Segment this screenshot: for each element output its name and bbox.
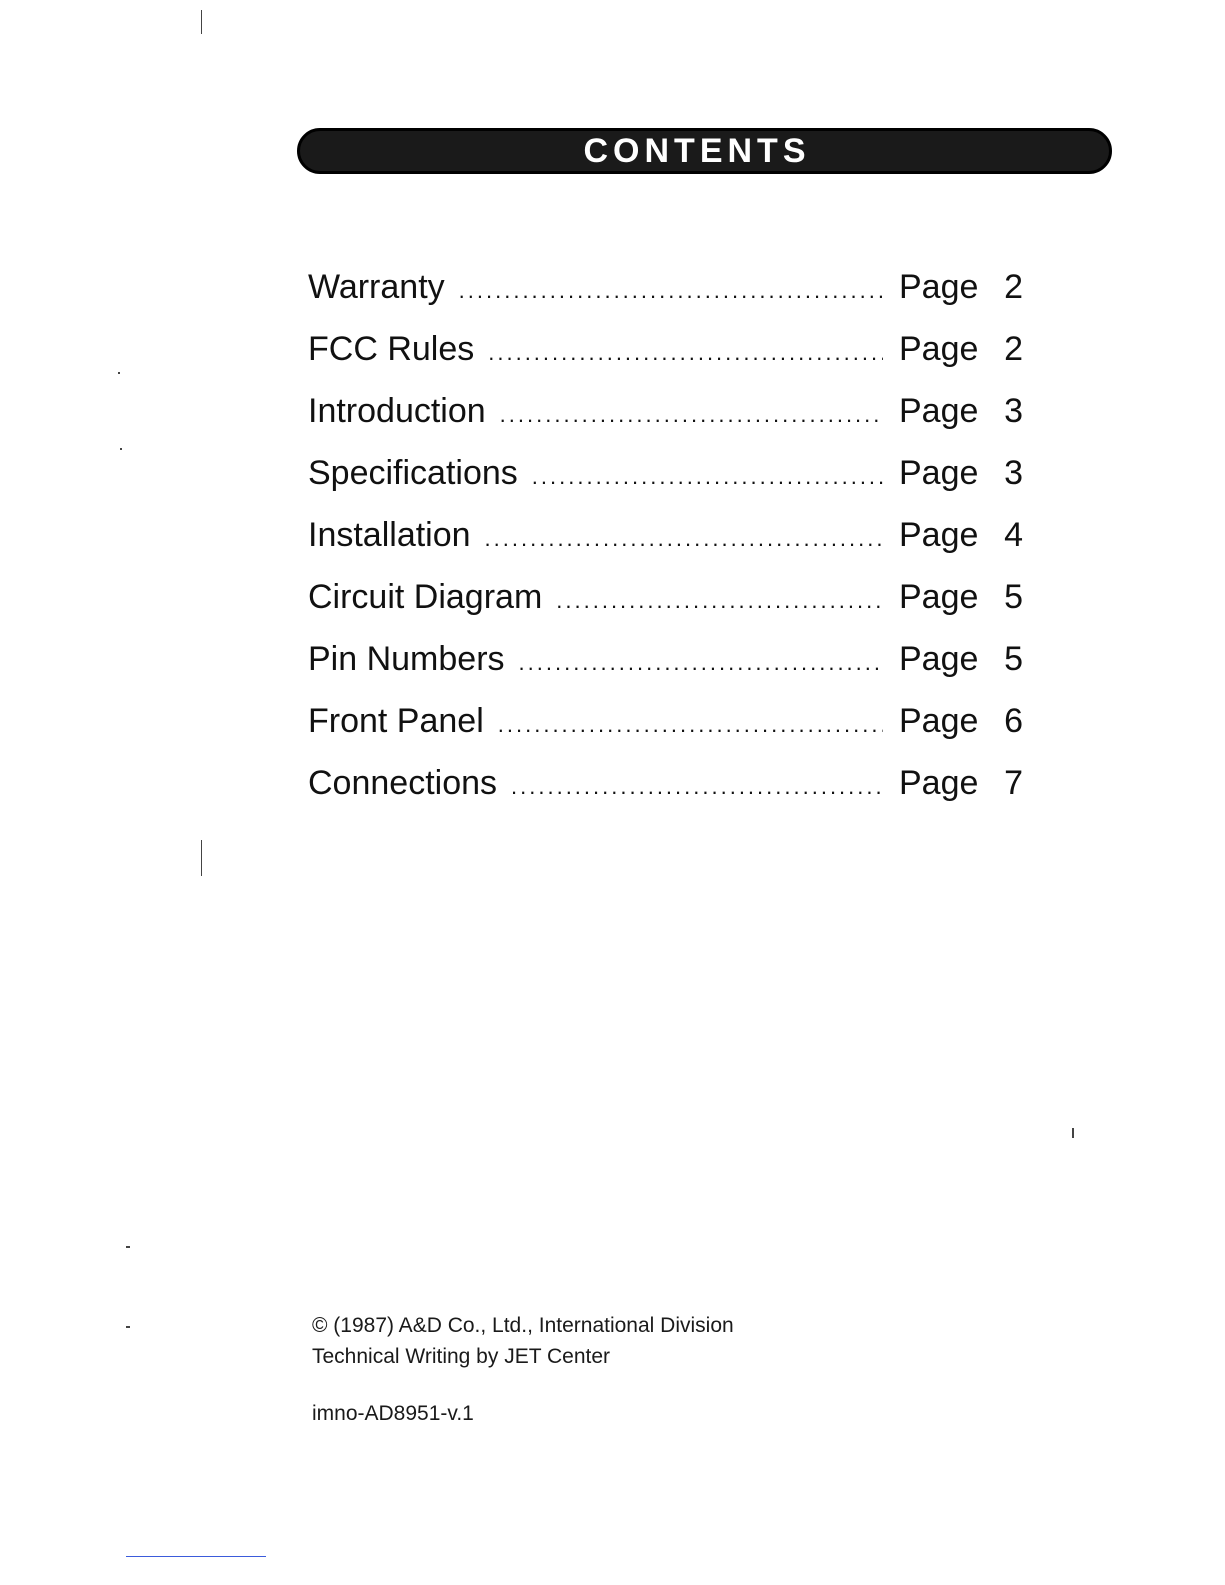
toc-page-word: Page: [899, 764, 979, 802]
toc-entry: [308, 256, 1023, 318]
toc-leader-dots: [532, 446, 883, 508]
scan-speck: [118, 372, 120, 374]
toc-page-number: 6: [1004, 702, 1023, 740]
toc-page-number: 2: [1004, 330, 1023, 368]
toc-entry-label: Pin Numbers: [308, 640, 505, 678]
toc-entry: [308, 504, 1023, 566]
toc-entry: [308, 442, 1023, 504]
contents-header-bar: [297, 128, 1112, 174]
toc-leader-dots: [488, 322, 883, 384]
toc-leader-dots: [519, 632, 883, 694]
footer: [312, 1310, 734, 1372]
scan-speck: [1072, 1128, 1074, 1138]
toc-entry: [308, 628, 1023, 690]
toc-page-word: Page: [899, 516, 979, 554]
toc-leader-dots: [556, 570, 883, 632]
toc-leader-dots: [459, 260, 883, 322]
toc-page-number: 3: [1004, 392, 1023, 430]
toc-entry-label: Front Panel: [308, 702, 484, 740]
toc-page-number: 7: [1004, 764, 1023, 802]
toc-entry-label: Introduction: [308, 392, 486, 430]
toc-entry: [308, 566, 1023, 628]
scan-speck: [201, 10, 202, 34]
toc-page-number: 4: [1004, 516, 1023, 554]
toc-entry: [308, 752, 1023, 814]
toc-entry-label: Circuit Diagram: [308, 578, 543, 616]
toc-entry-label: Connections: [308, 764, 498, 802]
toc-entry-label: Warranty: [308, 268, 445, 306]
bottom-rule: [126, 1556, 266, 1557]
toc-page-number: 3: [1004, 454, 1023, 492]
toc-entry-label: Installation: [308, 516, 471, 554]
toc-page-number: 5: [1004, 640, 1023, 678]
credit-line: Technical Writing by JET Center: [312, 1345, 611, 1368]
scan-speck: [201, 840, 202, 876]
toc-page-word: Page: [899, 268, 979, 306]
toc-page-word: Page: [899, 702, 979, 740]
toc-page-word: Page: [899, 578, 979, 616]
copyright-line: © (1987) A&D Co., Ltd., International Division: [312, 1314, 734, 1337]
scan-speck: [126, 1246, 130, 1248]
toc-page-number: 5: [1004, 578, 1023, 616]
toc-page-number: 2: [1004, 268, 1023, 306]
toc-leader-dots: [498, 694, 883, 756]
contents-title: CONTENTS: [583, 131, 811, 170]
toc-entry-label: FCC Rules: [308, 330, 475, 368]
toc-entry: [308, 690, 1023, 752]
scan-speck: [126, 1326, 130, 1328]
toc-page-word: Page: [899, 330, 979, 368]
toc-entry-label: Specifications: [308, 454, 518, 492]
toc-page-word: Page: [899, 392, 979, 430]
toc-leader-dots: [500, 384, 883, 446]
table-of-contents: [308, 256, 1023, 814]
document-code: imno-AD8951-v.1: [312, 1402, 474, 1425]
toc-entry: [308, 380, 1023, 442]
toc-page-word: Page: [899, 640, 979, 678]
toc-entry: [308, 318, 1023, 380]
toc-page-word: Page: [899, 454, 979, 492]
scan-speck: [120, 448, 122, 450]
toc-leader-dots: [511, 756, 883, 818]
toc-leader-dots: [485, 508, 883, 570]
